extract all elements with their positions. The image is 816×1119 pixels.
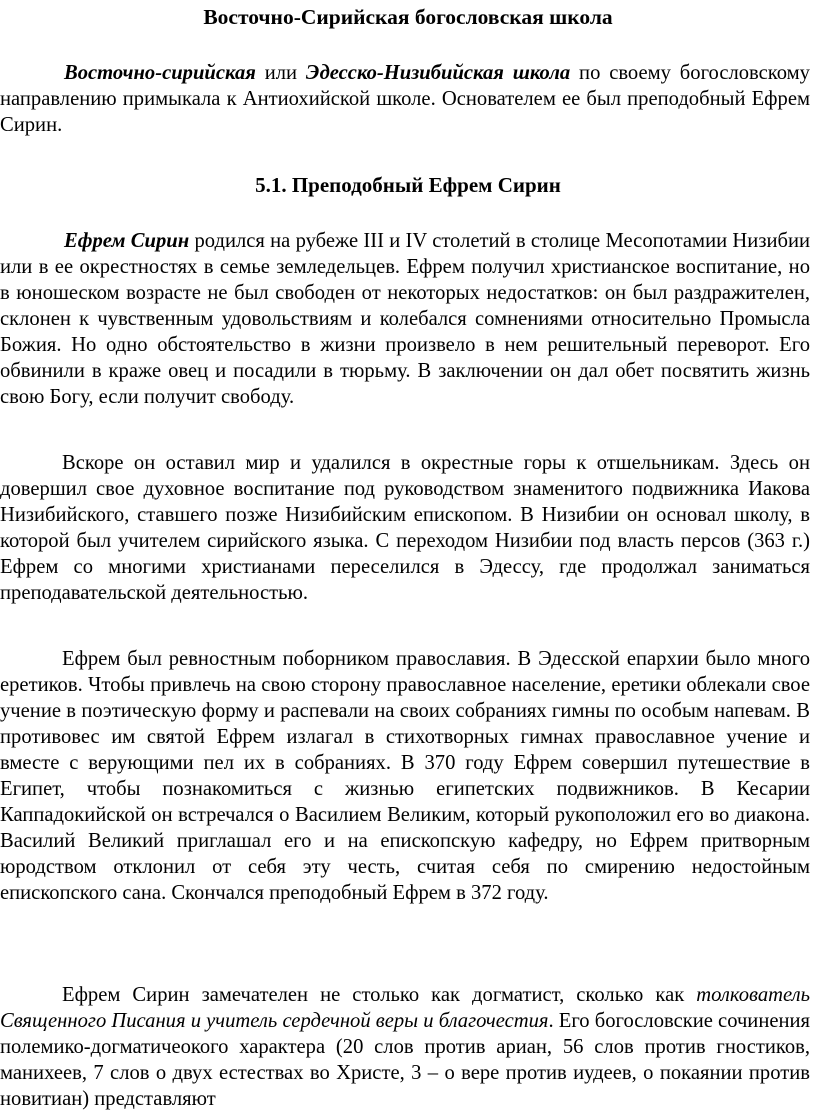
significance-and: и [185,1010,207,1032]
significance-text-rest: . Его богословские сочинения полемико-догматичеокого характера (20 слов против ариан, 56 слов против гностиков, манихеев, 7 слов о двух естествах во Христе, 3 – о вере против иудеев, о покаянии против новитиан) представляют [0,1010,811,1110]
paragraph-hermit-life: Вскоре он оставил мир и удалился в окрестные горы к отшельникам. Здесь он довершил свое духовное воспитание под руководством знаменитого подвижника Иакова Низибийского, ставшего позже Низибийским епископом. В Низибии он основал школу, в которой был учителем сирийского языка. С переходом Низибии под власть персов (363 г.) Ефрем со многими христианами переселился в Эдессу, где продолжал заниматься преподавательской деятельностью. [0,452,810,604]
paragraph-biography [0,228,810,410]
intro-connector: или [255,62,306,84]
intro-term-east-syrian: Восточно-сирийская [64,62,256,84]
significance-text-start: Ефрем Сирин замечателен не столько как догматист, сколько как [62,984,697,1006]
document-title: Восточно-Сирийская богословская школа [203,5,613,29]
biography-name: Ефрем Сирин [64,230,190,252]
intro-paragraph [0,60,810,138]
intro-term-edessa-nisibis: Эдесско-Низибийская школа [305,62,571,84]
paragraph-orthodoxy: Ефрем был ревностным поборником православия. В Эдесской епархии было много еретиков. Чтобы привлечь на свою сторону православное население, еретики облекали свое учение в поэтическую форму и распевали на своих собраниях гимны по особым напевам. В противовес им святой Ефрем излагал в стихотворных гимнах православное учение и вместе с верующими пел их в собраниях. В 370 году Ефрем совершил путешествие в Египет, чтобы познакомиться с жизнью египетских подвижников. В Кесарии Каппадокийской он встречался о Василием Великим, который рукоположил его во диакона. Василий Великий приглашал его и на епископскую кафедру, но Ефрем притворным юродством отклонил от себя эту честь, считая себя по смирению недостойным епископского сана. Скончался преподобный Ефрем в 372 году. [0,648,810,904]
section-heading: 5.1. Преподобный Ефрем Сирин [255,173,561,197]
significance-interpreter: толкователь Священного Писания [0,984,810,1032]
biography-text: родился на рубеже III и IV столетий в столице Месопотамии Низибии или в ее окрестностях в семье земледельцев. Ефрем получил христианское воспитание, но в юношеском возрасте не был свободен от некоторых недостатков: он был раздражителен, склонен к чувственным удовольствиям и колебался сомнениями относительно Промысла Божия. Но одно обстоятельство в жизни произвело в нем решительный переворот. Его обвинили в краже овец и посадили в тюрьму. В заключении он дал обет посвятить жизнь свою Богу, если получит свободу. [0,230,810,408]
intro-text: по своему богословскому направлению примыкала к Антиохийской школе. Основателем ее был преподобный Ефрем Сирин. [0,62,810,136]
significance-teacher: учитель сердечной веры и благочестия [206,1010,549,1032]
paragraph-significance [0,982,810,1112]
